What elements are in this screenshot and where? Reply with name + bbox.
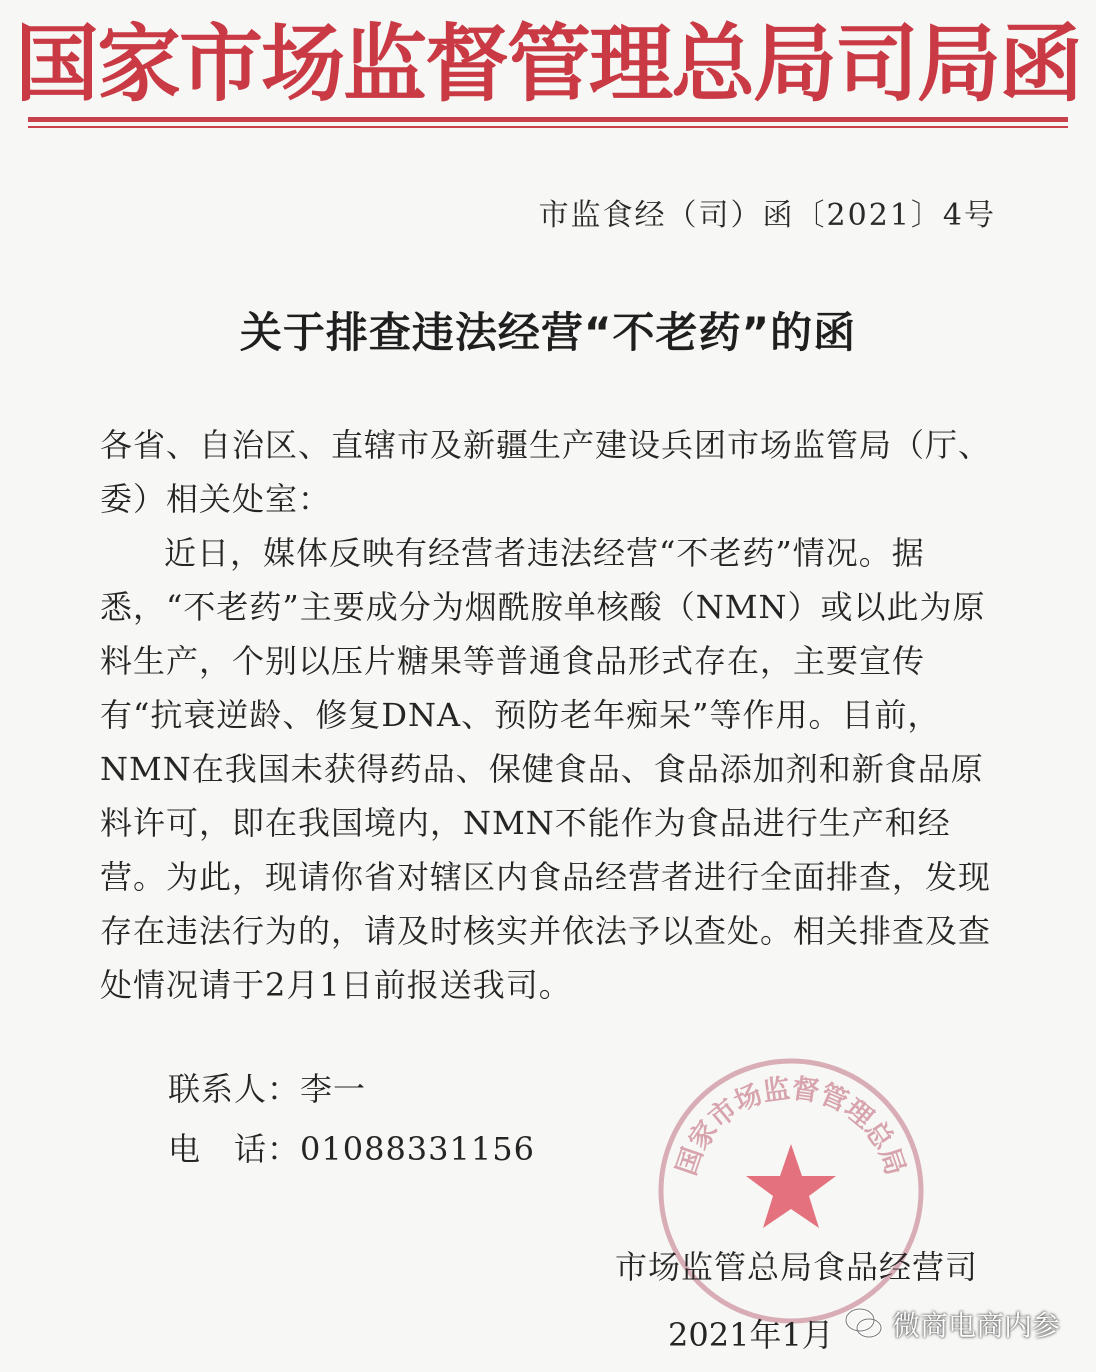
letterhead-rule-thick (28, 117, 1068, 122)
wechat-icon (842, 1302, 886, 1346)
official-seal (652, 1052, 930, 1330)
letterhead-rule-thin (28, 126, 1068, 128)
salutation: 各省、自治区、直辖市及新疆生产建设兵团市场监管局（厅、委）相关处室： (100, 426, 992, 518)
contact-phone: 电 话：01088331156 (168, 1130, 535, 1168)
document-number: 市监食经（司）函〔2021〕4号 (538, 198, 996, 233)
seal-star-icon (746, 1144, 836, 1228)
watermark (842, 1300, 1060, 1348)
watermark-text: 微商电商内参 (892, 1309, 1061, 1342)
letter-body (100, 418, 1004, 1012)
contact-name: 联系人：李一 (168, 1070, 367, 1108)
document-title: 关于排查违法经营“不老药”的函 (239, 308, 857, 357)
seal-arc-text: 国家市场监督管理总局 (671, 1073, 911, 1180)
date: 2021年1月 (668, 1316, 834, 1354)
body-paragraph: 近日，媒体反映有经营者违法经营“不老药”情况。据悉，“不老药”主要成分为烟酰胺单核酸（NMN）或以此为原料生产，个别以压片糖果等普通食品形式存在，主要宣传有“抗衰逆龄、修复DNA、预防老年痴呆”等作用。目前，NMN在我国未获得药品、保健食品、食品添加剂和新食品原料许可，即在我国境内，NMN不能作为食品进行生产和经营。为此，现请你省对辖区内食品经营者进行全面排查，发现存在违法行为的，请及时核实并依法予以查处。相关排查及查处情况请于2月1日前报送我司。 (100, 534, 992, 1004)
letterhead: 国家市场监督管理总局司局函 (14, 15, 1081, 113)
signer: 市场监管总局食品经营司 (614, 1248, 978, 1286)
